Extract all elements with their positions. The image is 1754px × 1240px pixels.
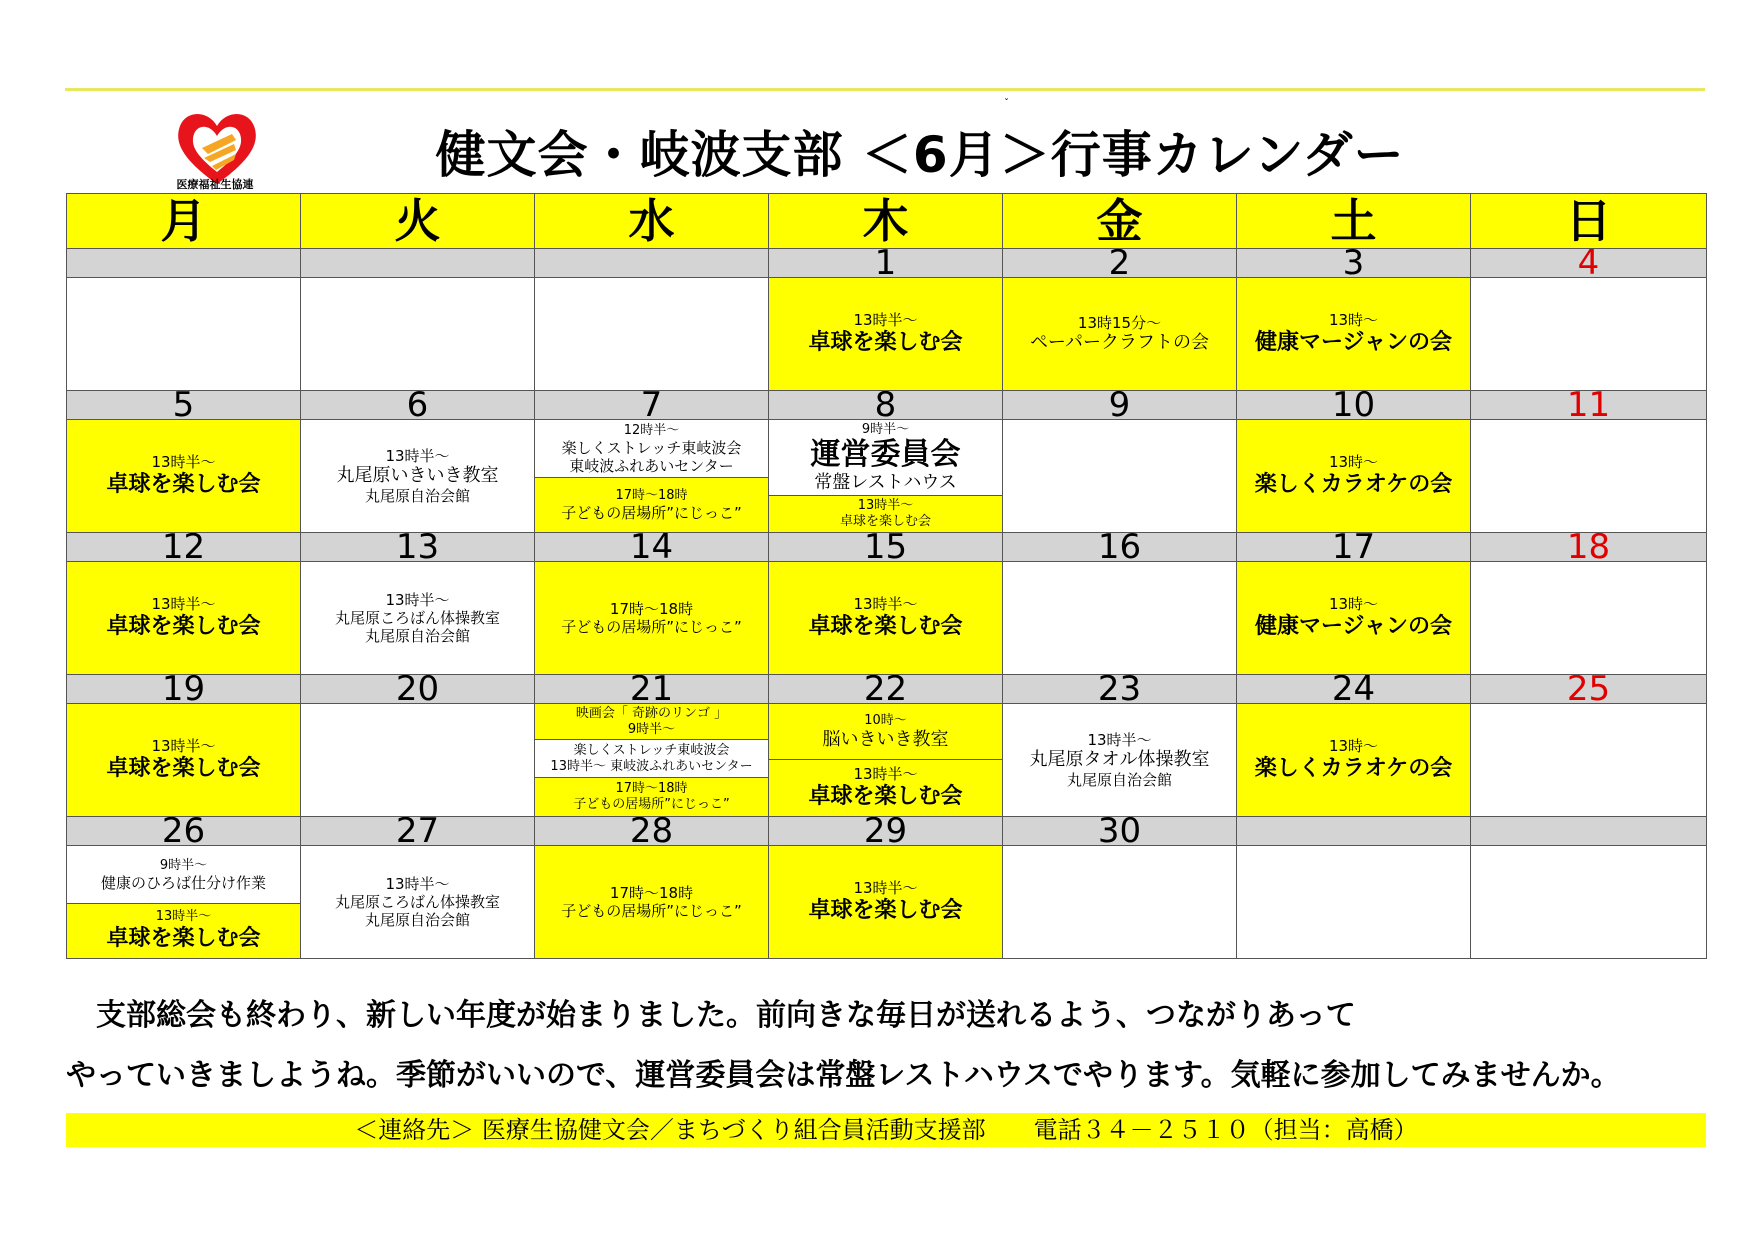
weekday-fri: 金 [1003,194,1237,249]
event-time: 13時半～ [853,311,918,329]
event-cell [1003,846,1237,959]
event-name: 子どもの居場所”にじっこ” [573,797,730,812]
date-cell: 7 [535,391,769,420]
event-cell [769,562,1003,675]
date-cell: 20 [301,675,535,704]
weekday-thu: 木 [769,194,1003,249]
event-cell [1237,420,1471,533]
date-cell: 12 [67,533,301,562]
event-cell [1471,420,1707,533]
event-name: 運営委員会 [810,436,961,472]
date-cell-sunday: 11 [1471,391,1707,420]
date-cell [67,249,301,278]
weekday-mon: 月 [67,194,301,249]
event-time: 13時半～ [385,447,450,465]
date-cell: 10 [1237,391,1471,420]
date-cell: 24 [1237,675,1471,704]
weekday-tue: 火 [301,194,535,249]
event-cell [1471,562,1707,675]
event-name: 楽しくカラオケの会 [1254,472,1453,497]
page-title: 健文会・岐波支部 ＜6月＞行事カレンダー [435,126,1405,184]
event-time: 13時半～ 東岐波ふれあいセンター [550,758,753,774]
event-name: 楽しくストレッチ東岐波会 [573,742,730,758]
event-cell [1237,278,1471,391]
date-cell [301,249,535,278]
date-cell: 3 [1237,249,1471,278]
event-place: 丸尾原自治会館 [364,487,470,505]
event-place: 東岐波ふれあいセンター [569,456,734,475]
date-cell: 15 [769,533,1003,562]
event-name: 映画会「 奇跡のリンゴ 」 [575,705,728,721]
event-name: 卓球を楽しむ会 [106,926,261,951]
event-time: 13時～ [1328,311,1379,329]
date-cell-sunday: 4 [1471,249,1707,278]
date-cell: 13 [301,533,535,562]
event-place: 丸尾原自治会館 [364,911,470,929]
event-time: 13時半～ [385,875,450,893]
event-time: 13時半～ [151,737,216,755]
date-cell: 6 [301,391,535,420]
event-name: 健康マージャンの会 [1254,614,1453,639]
event-cell [535,704,769,817]
date-cell-sunday: 18 [1471,533,1707,562]
event-cell [301,704,535,817]
date-cell: 30 [1003,817,1237,846]
event-time: 13時半～ [1087,731,1152,749]
date-cell: 2 [1003,249,1237,278]
date-cell: 8 [769,391,1003,420]
event-cell [769,704,1003,817]
event-row [67,704,1707,817]
event-time: 13時15分～ [1077,314,1162,332]
event-name: 丸尾原ころばん体操教室 [334,609,500,627]
date-row [67,249,1707,278]
event-cell [301,846,535,959]
date-cell: 26 [67,817,301,846]
date-cell: 29 [769,817,1003,846]
date-cell-sunday [1471,817,1707,846]
logo-caption: 医療福祉生協連 [176,178,254,191]
weekday-header-row [67,194,1707,249]
event-time: 13時半～ [385,591,450,609]
stray-mark: ˇ [1004,98,1009,109]
date-cell: 16 [1003,533,1237,562]
event-name: 卓球を楽しむ会 [808,614,963,639]
event-time: 13時～ [1328,453,1379,471]
top-rule [65,88,1705,91]
event-cell [67,846,301,959]
event-place: 丸尾原自治会館 [1066,771,1172,789]
event-cell [301,562,535,675]
event-cell [535,846,769,959]
event-time: 9時半～ [861,421,910,437]
date-cell-sunday: 25 [1471,675,1707,704]
event-row [67,420,1707,533]
event-cell [1471,846,1707,959]
date-cell: 14 [535,533,769,562]
date-row [67,817,1707,846]
date-cell [535,249,769,278]
event-name: 卓球を楽しむ会 [839,514,931,529]
event-time: 13時半～ [151,595,216,613]
event-time: 13時～ [1328,737,1379,755]
event-cell [1471,704,1707,817]
event-cell [769,420,1003,533]
event-row [67,846,1707,959]
date-row [67,391,1707,420]
event-name: 卓球を楽しむ会 [808,330,963,355]
event-time: 17時～18時 [609,884,694,902]
event-time: 13時半～ [151,453,216,471]
event-cell [535,420,769,533]
event-name: 卓球を楽しむ会 [808,784,963,809]
event-cell [67,420,301,533]
date-cell: 23 [1003,675,1237,704]
event-name: 楽しくカラオケの会 [1254,756,1453,781]
date-cell: 17 [1237,533,1471,562]
date-cell: 5 [67,391,301,420]
date-cell: 28 [535,817,769,846]
event-name: 子どもの居場所”にじっこ” [561,504,742,522]
event-place: 常盤レストハウス [814,471,957,493]
event-cell [1471,278,1707,391]
event-name: 卓球を楽しむ会 [106,756,261,781]
date-cell: 1 [769,249,1003,278]
event-cell [535,278,769,391]
event-time: 13時半～ [853,595,918,613]
date-row [67,533,1707,562]
event-time: 17時～18時 [615,488,688,503]
event-cell [1003,420,1237,533]
event-cell [1003,278,1237,391]
event-place: 丸尾原自治会館 [364,627,470,645]
date-cell: 21 [535,675,769,704]
event-cell [1003,562,1237,675]
event-cell [1237,562,1471,675]
weekday-wed: 水 [535,194,769,249]
date-row [67,675,1707,704]
event-time: 9時半～ [159,857,208,873]
event-time: 9時半～ [627,721,676,737]
event-time: 13時半～ [857,498,914,513]
event-cell [67,278,301,391]
date-cell: 22 [769,675,1003,704]
date-cell: 27 [301,817,535,846]
event-cell [1237,846,1471,959]
date-cell [1237,817,1471,846]
event-name: 健康のひろば仕分け作業 [100,873,266,892]
weekday-sat: 土 [1237,194,1471,249]
event-name: 健康マージャンの会 [1254,330,1453,355]
event-row [67,562,1707,675]
event-name: 卓球を楽しむ会 [106,472,261,497]
message-line-2: やっていきましようね。季節がいいので、運営委員会は常盤レストハウスでやります。気軽に参加してみませんか。 [66,1058,1621,1093]
event-calendar [66,193,1707,959]
event-name: 楽しくストレッチ東岐波会 [561,438,742,457]
event-name: 卓球を楽しむ会 [808,898,963,923]
event-cell [301,278,535,391]
event-time: 10時～ [864,712,907,728]
message-line-1: 支部総会も終わり、新しい年度が始まりました。前向きな毎日が送れるよう、つながりあって [66,998,1356,1033]
date-cell: 9 [1003,391,1237,420]
event-name: 子どもの居場所”にじっこ” [561,618,742,636]
event-time: 13時半～ [853,765,918,783]
event-time: 17時～18時 [615,781,688,796]
event-name: 卓球を楽しむ会 [106,614,261,639]
contact-footer: ＜連絡先＞ 医療生協健文会／まちづくり組合員活動支援部 電話３４－２５１０（担当：高橋） [66,1113,1706,1147]
event-name: 脳いきいき教室 [822,728,949,750]
weekday-sun: 日 [1471,194,1707,249]
event-cell [535,562,769,675]
event-cell [301,420,535,533]
event-name: 丸尾原タオル体操教室 [1029,749,1210,770]
event-name: 丸尾原ころばん体操教室 [334,893,500,911]
event-cell [67,704,301,817]
event-time: 12時半～ [623,422,680,438]
date-cell: 19 [67,675,301,704]
event-row [67,278,1707,391]
event-time: 13時半～ [853,879,918,897]
event-cell [1237,704,1471,817]
event-time: 13時半～ [155,909,212,924]
event-cell [769,846,1003,959]
event-cell [1003,704,1237,817]
event-name: 丸尾原いきいき教室 [336,465,499,486]
event-name: 子どもの居場所”にじっこ” [561,902,742,920]
event-time: 13時～ [1328,595,1379,613]
event-cell [67,562,301,675]
event-cell [769,278,1003,391]
event-name: ペーパークラフトの会 [1029,332,1210,353]
event-time: 17時～18時 [609,600,694,618]
